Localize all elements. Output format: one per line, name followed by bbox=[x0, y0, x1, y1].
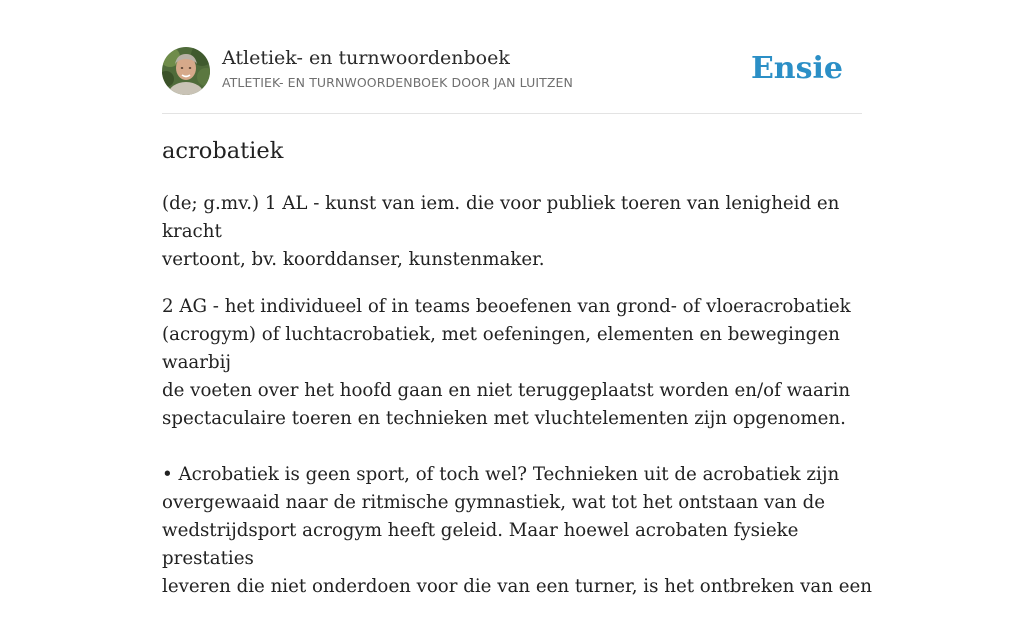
dictionary-header bbox=[162, 46, 862, 114]
dictionary-title[interactable]: Atletiek- en turnwoordenboek bbox=[222, 47, 510, 69]
entry-definition bbox=[162, 190, 882, 620]
entry-headword: acrobatiek bbox=[162, 138, 284, 164]
definition-paragraph-3: • Acrobatiek is geen sport, of toch wel? Technieken uit de acrobatiek zijn overgewaaid naar de ritmische gymnastiek, wat tot het ontstaan van de wedstrijdsport acrogym heeft geleid. Maar hoewel acrobaten fysieke prestaties leveren die niet onderdoen voor die van een turner, is het ontbreken van een bbox=[162, 464, 873, 597]
definition-paragraph-1: (de; g.mv.) 1 AL - kunst van iem. die voor publiek toeren van lenigheid en kracht vertoont, bv. koorddanser, kunstenmaker. bbox=[162, 193, 840, 270]
definition-paragraph-2: 2 AG - het individueel of in teams beoefenen van grond- of vloeracrobatiek (acrogym) of luchtacrobatiek, met oefeningen, elementen en bewegingen waarbij de voeten over het hoofd gaan en niet teruggeplaatst worden en/of waarin spectaculaire toeren en technieken met vluchtelementen zijn opgenomen. bbox=[162, 296, 851, 429]
avatar-portrait-icon bbox=[162, 47, 210, 95]
author-avatar[interactable] bbox=[162, 47, 210, 95]
dictionary-subtitle[interactable]: ATLETIEK- EN TURNWOORDENBOEK DOOR JAN LUITZEN bbox=[222, 75, 573, 90]
ensie-logo-link[interactable]: Ensie bbox=[750, 51, 843, 86]
